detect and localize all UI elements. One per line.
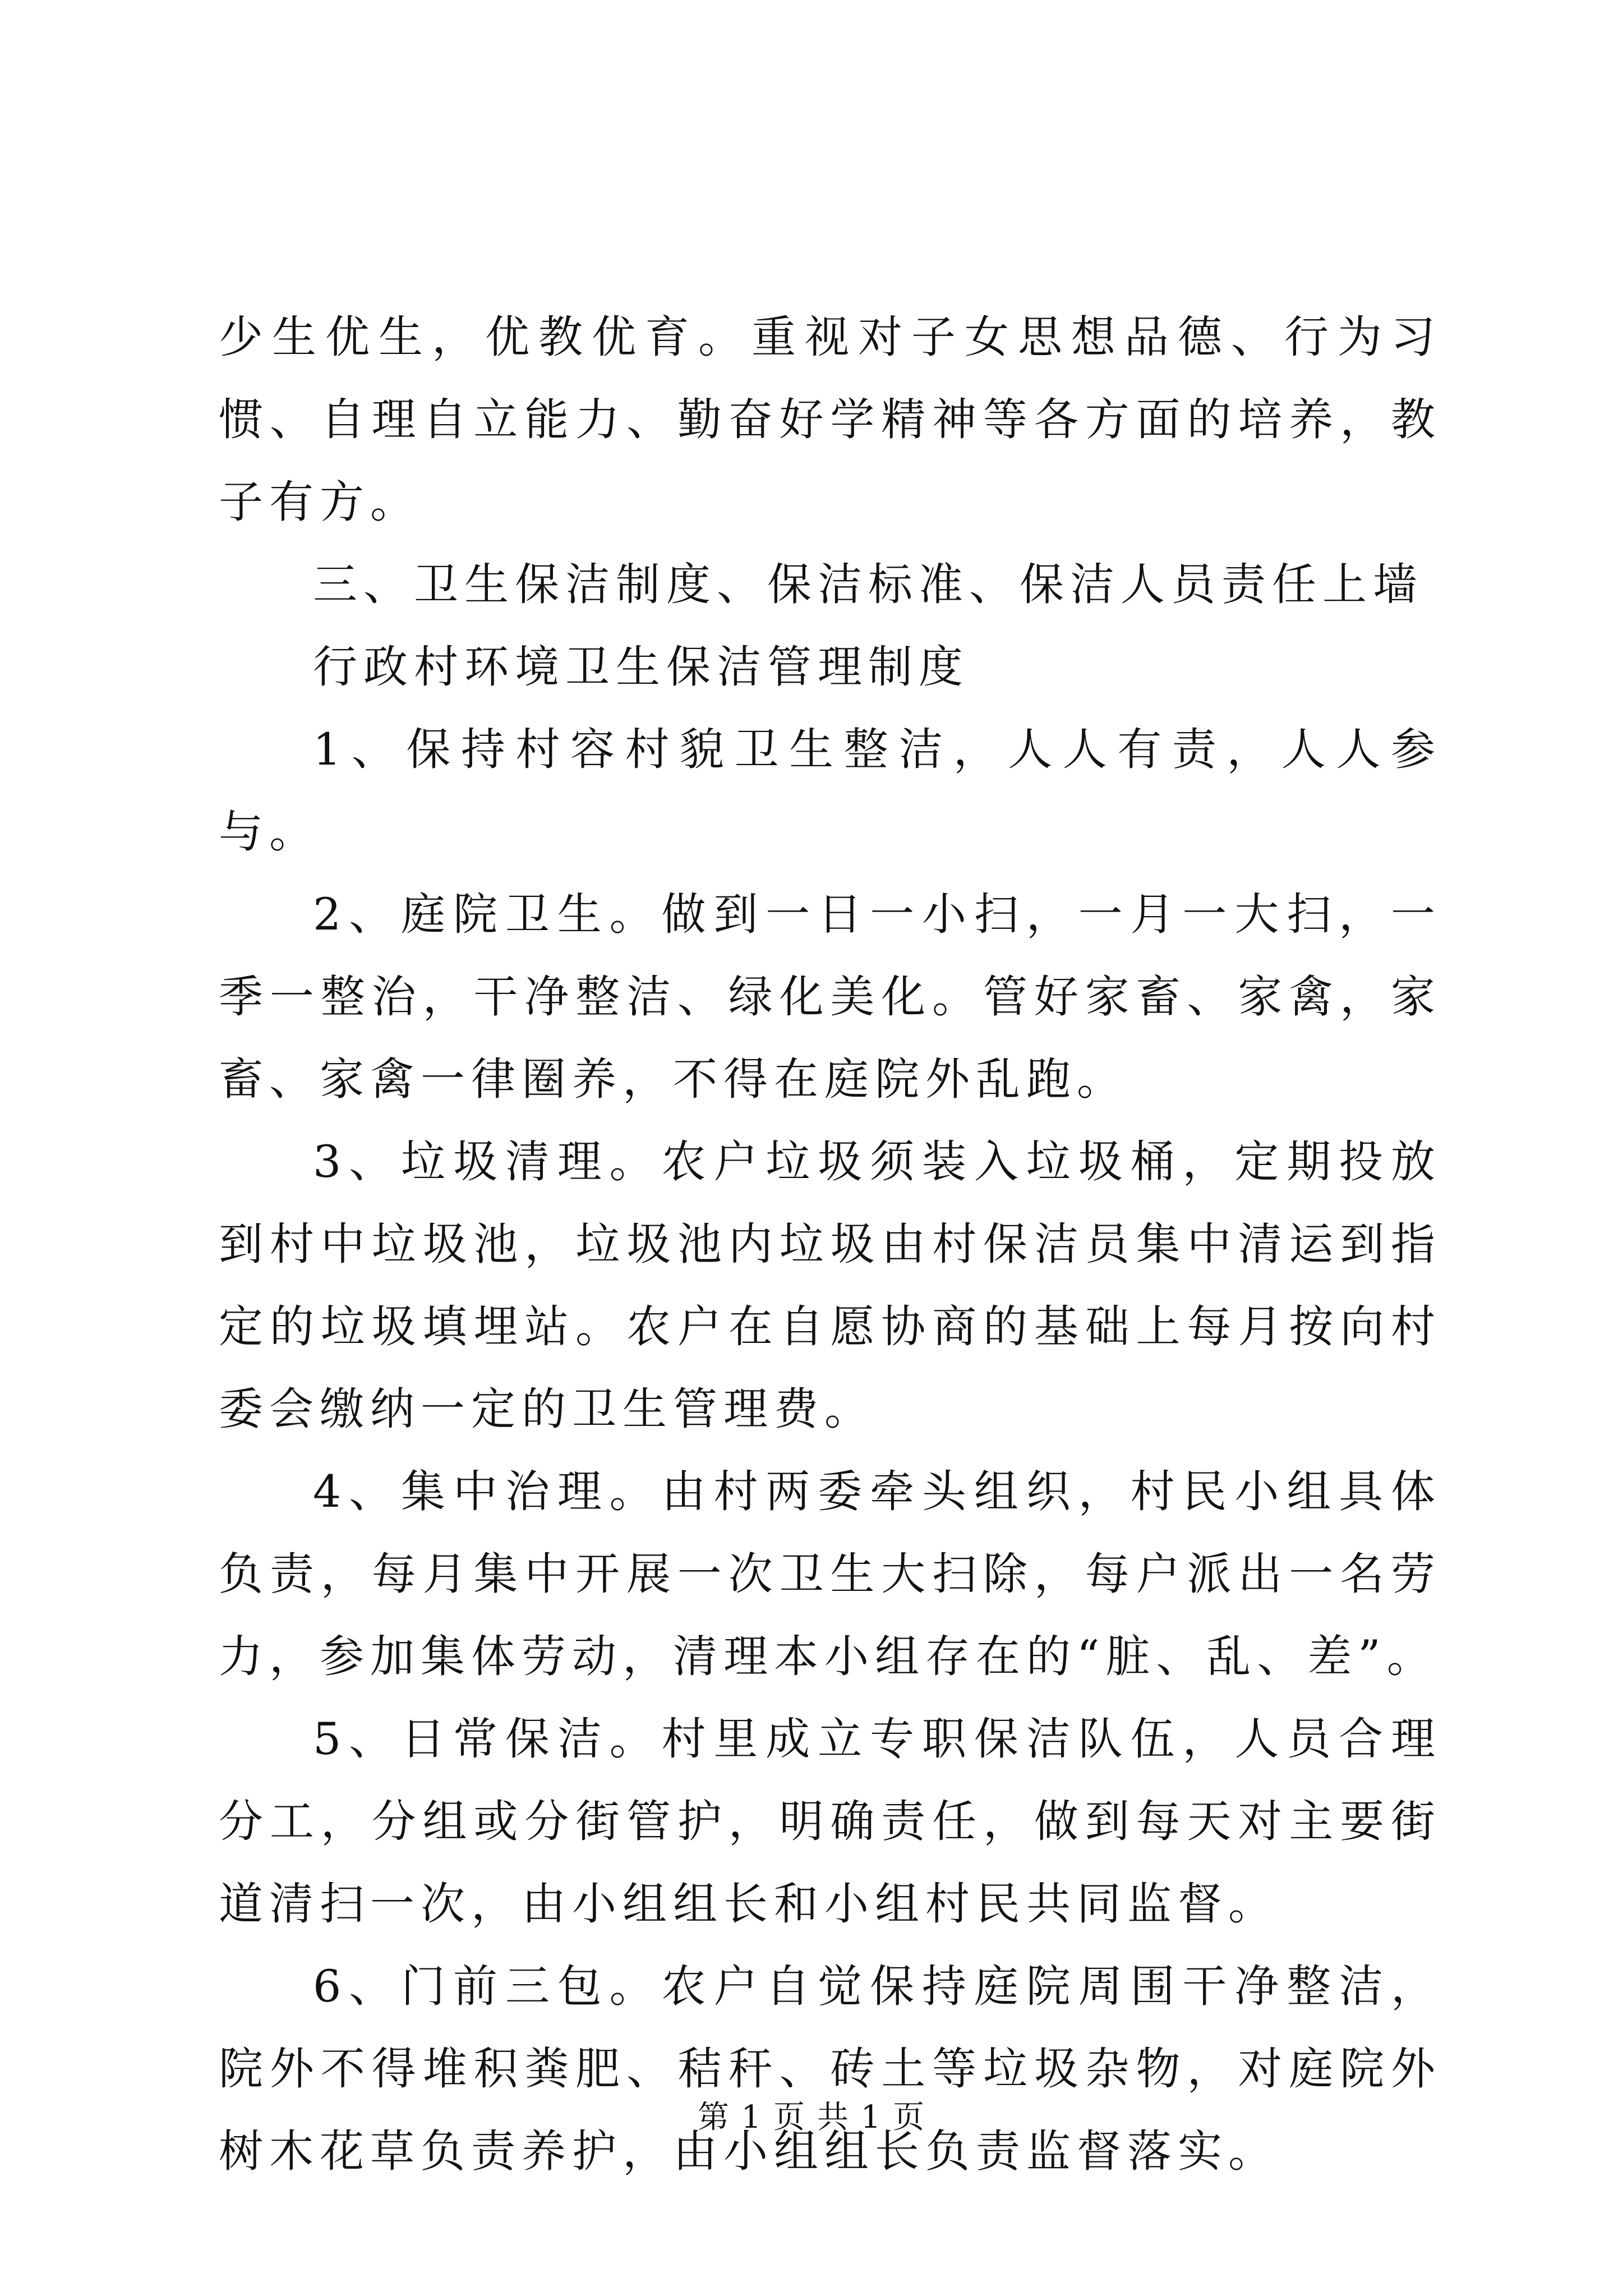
rule-item-3: 3、垃圾清理。农户垃圾须装入垃圾桶，定期投放到村中垃圾池，垃圾池内垃圾由村保洁员集中清运到指定的垃圾填埋站。农户在自愿协商的基础上每月按向村委会缴纳一定的卫生管理费。 xyxy=(219,1136,1441,1435)
section-heading-three: 三、卫生保洁制度、保洁标准、保洁人员责任上墙 xyxy=(313,559,1423,610)
rule-item-1: 1、保持村容村貌卫生整洁，人人有责，人人参与。 xyxy=(219,724,1441,858)
page-footer: 第 1 页 共 1 页 xyxy=(697,2099,926,2136)
rule-item-5: 5、日常保洁。村里成立专职保洁队伍，人员合理分工，分组或分街管护，明确责任，做到每天对主要街道清扫一次，由小组组长和小组村民共同监督。 xyxy=(219,1713,1441,1930)
rule-item-2: 2、庭院卫生。做到一日一小扫，一月一大扫，一季一整治，干净整洁、绿化美化。管好家畜、家禽，家畜、家禽一律圈养，不得在庭院外乱跑。 xyxy=(219,889,1441,1105)
regulation-title: 行政村环境卫生保洁管理制度 xyxy=(313,641,969,693)
rule-item-6: 6、门前三包。农户自觉保持庭院周围干净整洁，院外不得堆积粪肥、秸秆、砖土等垃圾杂物，对庭院外树木花草负责养护，由小组组长负责监督落实。 xyxy=(219,1961,1441,2177)
rule-item-4: 4、集中治理。由村两委牵头组织，村民小组具体负责，每月集中开展一次卫生大扫除，每户派出一名劳力，参加集体劳动，清理本小组存在的“脏、乱、差”。 xyxy=(219,1466,1441,1682)
document-body xyxy=(219,296,1441,2193)
paragraph-intro-continuation: 少生优生，优教优育。重视对子女思想品德、行为习惯、自理自立能力、勤奋好学精神等各方面的培养，教子有方。 xyxy=(219,311,1441,528)
